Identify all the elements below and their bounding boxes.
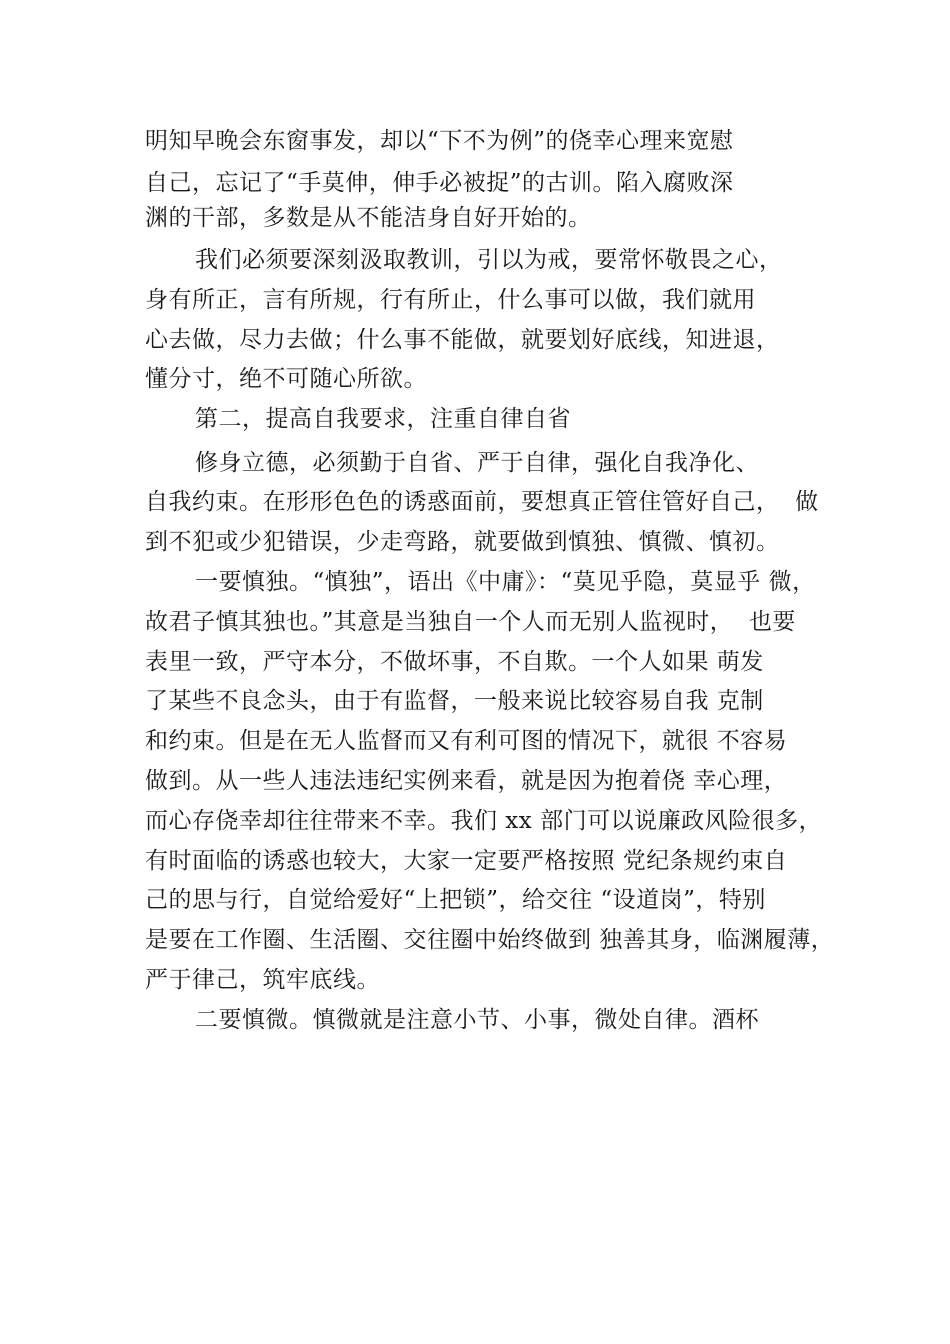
text-line: 有时面临的诱惑也较大，大家一定要严格按照 党纪条规约束自 [145, 848, 788, 874]
text-line: 渊的干部，多数是从不能洁身自好开始的。 [145, 205, 592, 231]
text-line: 到不犯或少犯错误，少走弯路，就要做到慎独、慎微、慎初。 [145, 529, 780, 555]
text-line: 故君子慎其独也。”其意是当独自一个人而无别人监视时， 也要 [145, 609, 796, 635]
text-line: 我们必须要深刻汲取教训，引以为戒，要常怀敬畏之心， [195, 247, 783, 273]
text-line: 一要慎独。“慎独”，语出《中庸》：“莫见乎隐，莫显乎 微， [195, 569, 816, 595]
text-line: 自己，忘记了“手莫伸，伸手必被捉”的古训。陷入腐败深 [145, 170, 734, 196]
text-line: 己的思与行，自觉给爱好“上把锁”，给交往 “设道岗”，特别 [145, 887, 766, 913]
text-line: 做到。从一些人违法违纪实例来看，就是因为抱着侥 幸心理， [145, 768, 788, 794]
text-line: 身有所正，言有所规，行有所止，什么事可以做，我们就用 [145, 287, 756, 313]
text-line: 而心存侥幸却往往带来不幸。我们 xx 部门可以说廉政风险很多， [145, 808, 823, 834]
text-line: 二要慎微。慎微就是注意小节、小事，微处自律。酒杯 [195, 1007, 759, 1033]
section-heading: 第二，提高自我要求，注重自律自省 [195, 406, 571, 432]
text-line: 是要在工作圈、生活圈、交往圈中始终做到 独善其身，临渊履薄， [145, 927, 835, 953]
text-line: 和约束。但是在无人监督而又有利可图的情况下，就很 不容易 [145, 728, 788, 754]
text-line: 了某些不良念头，由于有监督，一般来说比较容易自我 克制 [145, 688, 764, 714]
text-line: 明知早晚会东窗事发，却以“下不为例”的侥幸心理来宽慰 [145, 128, 734, 154]
text-line: 修身立德，必须勤于自省、严于自律，强化自我净化、 [195, 450, 759, 476]
text-line: 懂分寸，绝不可随心所欲。 [145, 366, 427, 392]
text-line: 表里一致，严守本分，不做坏事，不自欺。一个人如果 萌发 [145, 649, 764, 675]
text-line: 严于律己，筑牢底线。 [145, 967, 380, 993]
text-line: 自我约束。在形形色色的诱惑面前，要想真正管住管好自己， 做 [145, 489, 819, 515]
text-line: 心去做，尽力去做；什么事不能做，就要划好底线，知进退， [145, 327, 780, 353]
